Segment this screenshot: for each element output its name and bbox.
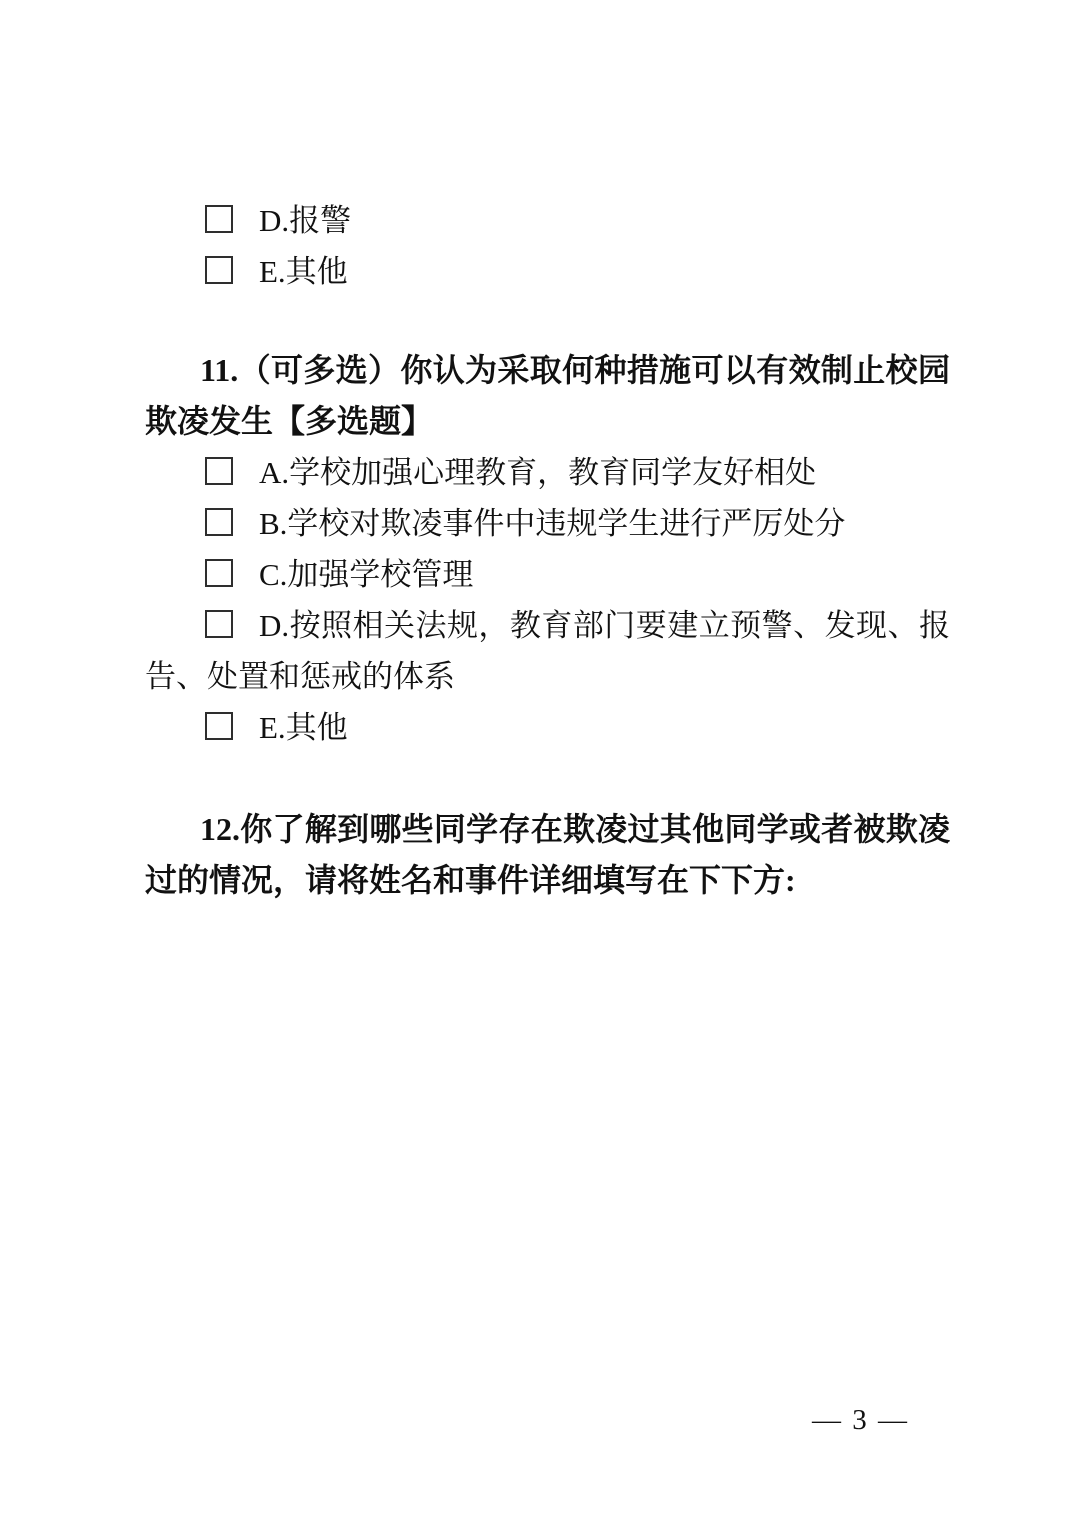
- option-row-q11-d: [145, 600, 950, 702]
- option-row-q11-c: [145, 549, 950, 600]
- option-row-q11-a: [145, 447, 950, 498]
- question-12-title: 12.你了解到哪些同学存在欺凌过其他同学或者被欺凌过的情况，请将姓名和事件详细填写在下下方:: [145, 811, 950, 898]
- checkbox-q11-a[interactable]: [205, 457, 233, 485]
- checkbox-q11-d[interactable]: [205, 610, 233, 638]
- page-number: — 3 —: [812, 1404, 909, 1436]
- checkbox-q11-e[interactable]: [205, 712, 233, 740]
- option-label-q11-b: B.学校对欺凌事件中违规学生进行严厉处分: [259, 506, 846, 541]
- option-row-q11-b: [145, 498, 950, 549]
- option-label-q11-e: E.其他: [259, 710, 348, 745]
- checkbox-q11-c[interactable]: [205, 559, 233, 587]
- option-label-q11-d: D.按照相关法规，教育部门要建立预警、发现、报告、处置和惩戒的体系: [145, 608, 950, 694]
- option-row-q11-e: [145, 702, 950, 753]
- checkbox-q10-d[interactable]: [205, 205, 233, 233]
- option-label-q10-d: D.报警: [259, 203, 352, 238]
- option-label-q10-e: E.其他: [259, 254, 348, 289]
- option-label-q11-c: C.加强学校管理: [259, 557, 474, 592]
- checkbox-q10-e[interactable]: [205, 256, 233, 284]
- question-11-title: 11.（可多选）你认为采取何种措施可以有效制止校园欺凌发生【多选题】: [145, 352, 950, 439]
- page-content: [145, 195, 950, 906]
- option-label-q11-a: A.学校加强心理教育，教育同学友好相处: [259, 455, 817, 490]
- option-row-q10-d: [145, 195, 950, 246]
- checkbox-q11-b[interactable]: [205, 508, 233, 536]
- option-row-q10-e: [145, 246, 950, 297]
